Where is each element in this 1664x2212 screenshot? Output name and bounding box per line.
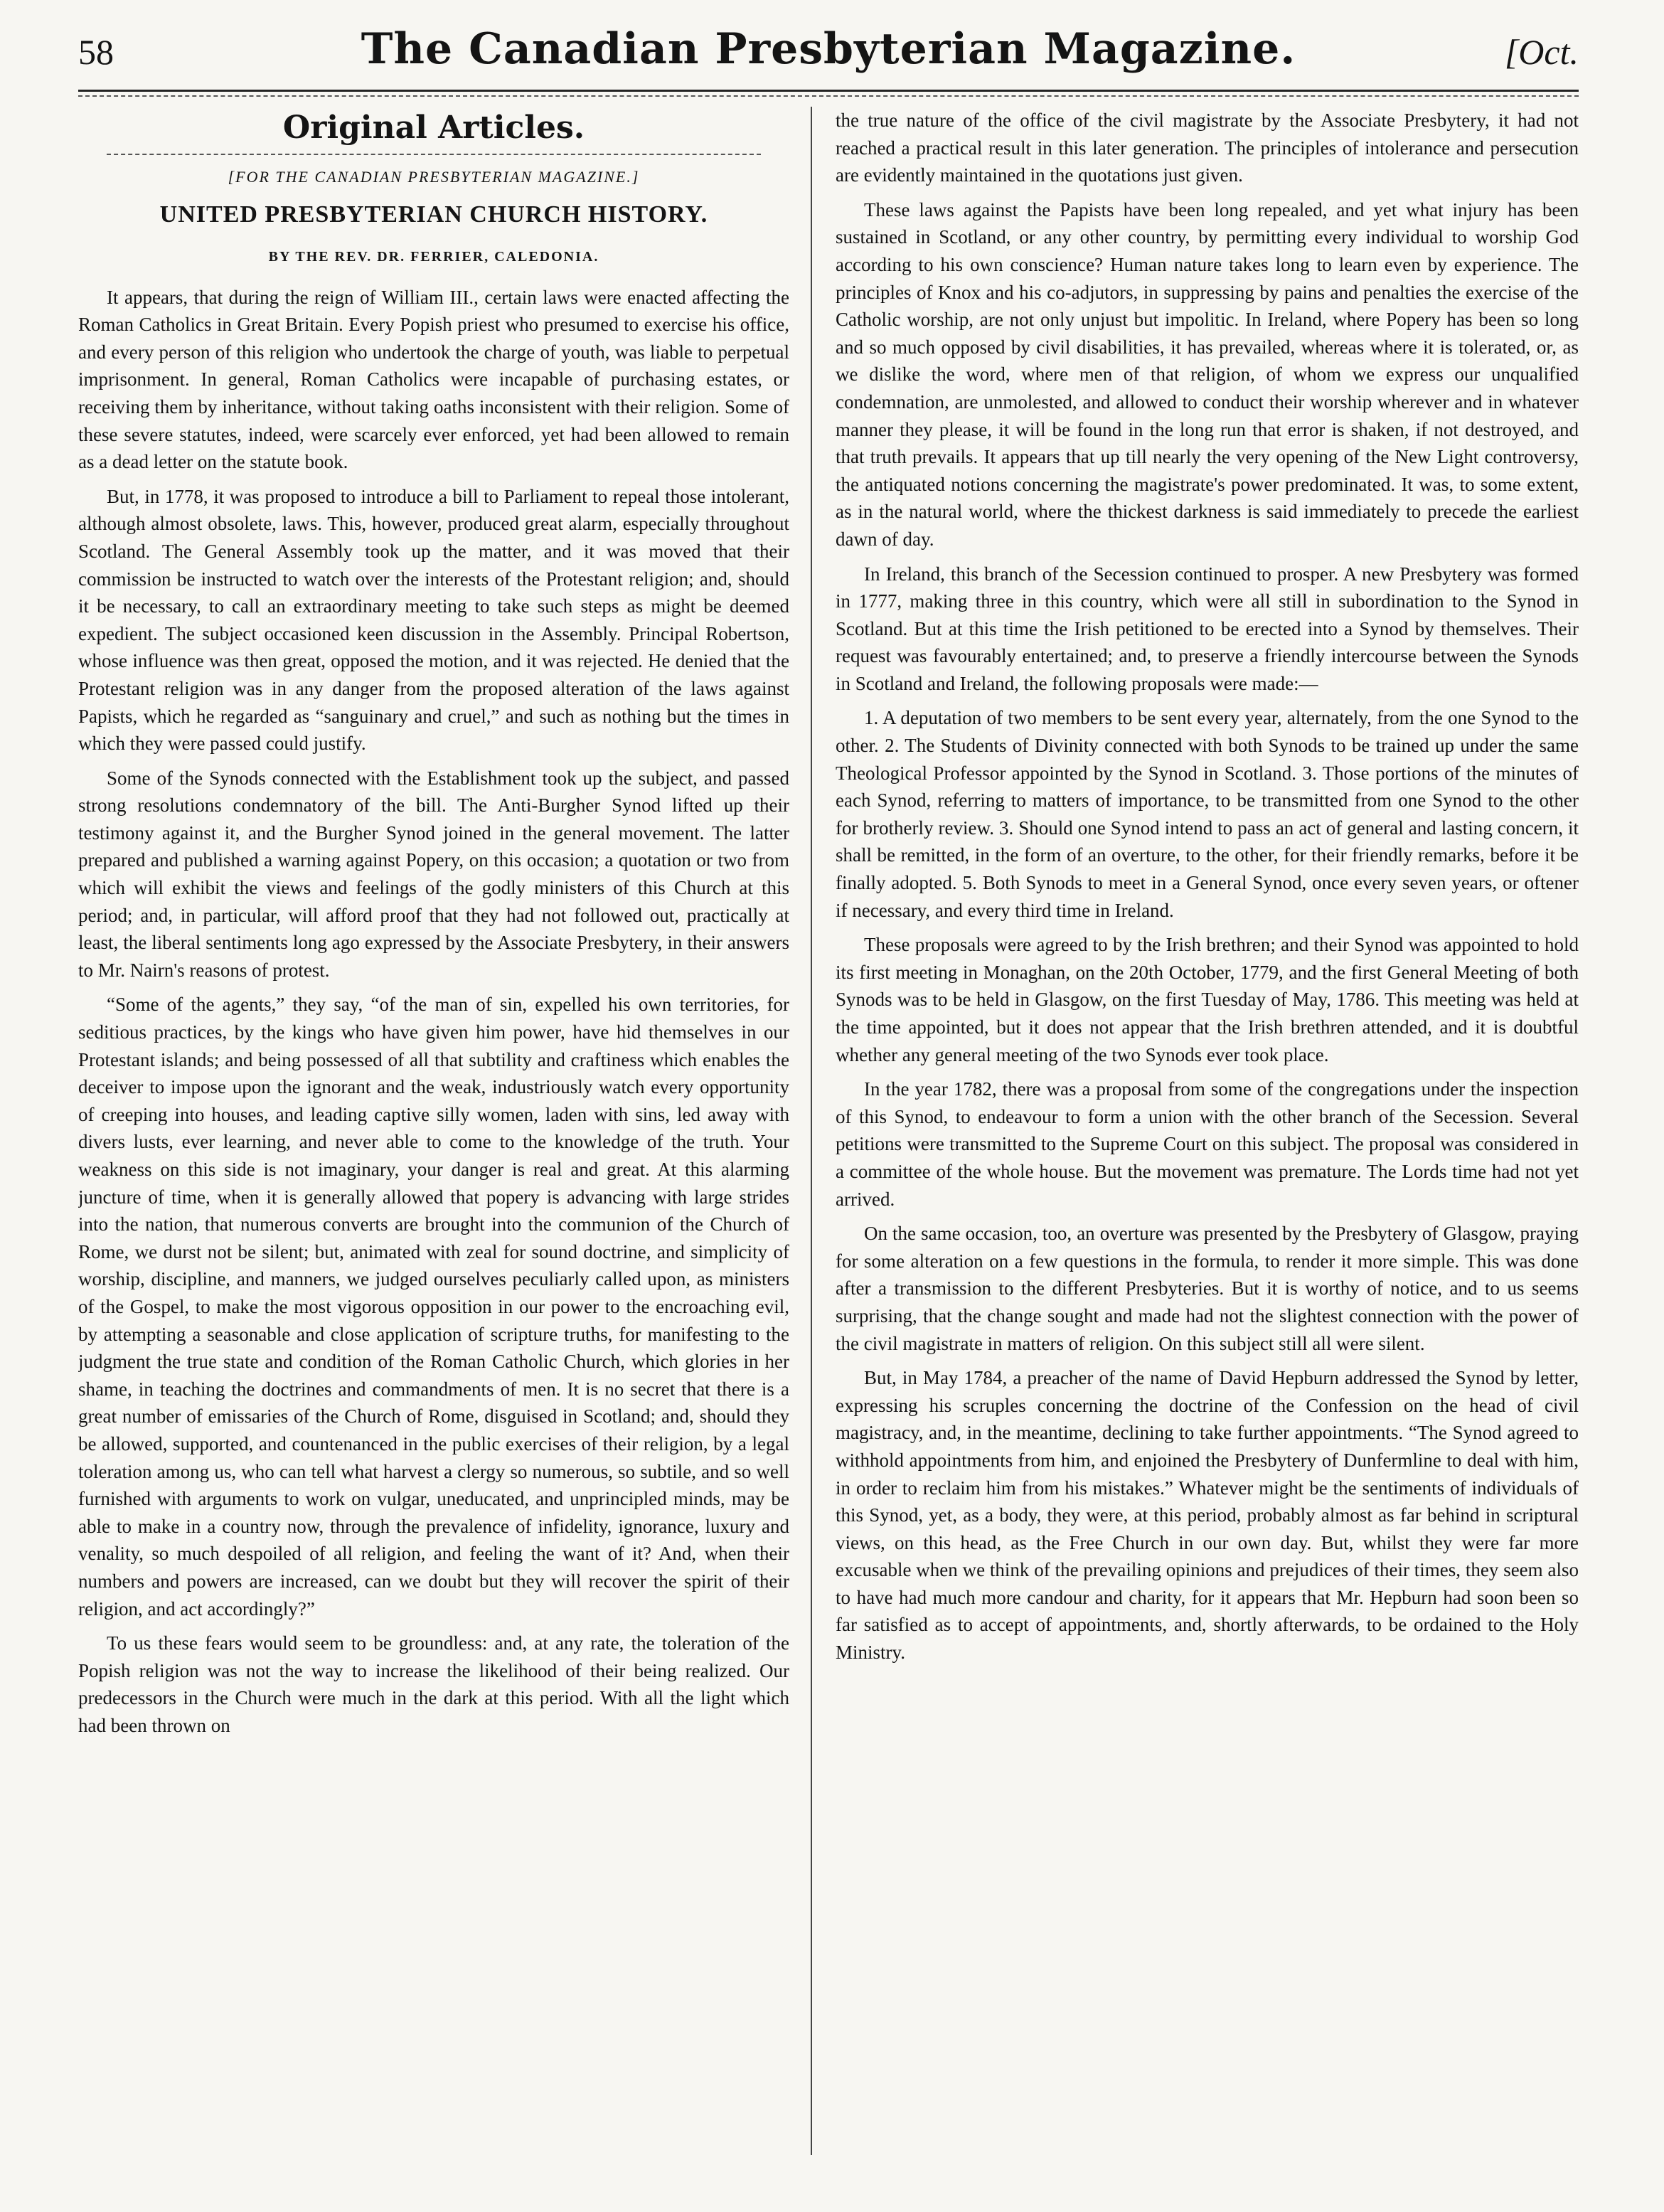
magazine-title: The Canadian Presbyterian Magazine.: [361, 24, 1296, 74]
paragraph: In Ireland, this branch of the Secession continued to prosper. A new Presbytery was formed in 1777, making three in this country, which were all still in subordination to the Synod in Scotland. But at this time the Irish petitioned to be erected into a Synod by themselves. Their request was favourably entertained; and, to preserve a friendly intercourse between the Synods in Scotland and Ireland, the following proposals were made:—: [836, 563, 1579, 694]
paragraph: These laws against the Papists have been long repealed, and yet what injury has been sustained in Scotland, or any other country, by permitting every individual to worship God according to his own conscience? Human nature takes long to learn even by experience. The principles of Knox and his co-adjutors, in suppressing by pains and penalties the exercise of the Catholic worship, are not only unjust but impolitic. In Ireland, where Popery has been so long and so much opposed by civil disabilities, it has prevailed, whereas where it is tolerated, or, as we dislike the word, where men of that religion, of whom we express our unqualified condemnation, are unmolested, and allowed to conduct their worship wherever and in whatever manner they please, it will be found in the long run that error is shaken, if not destroyed, and that truth prevails. It appears that up till nearly the very opening of the New Light controversy, the antiquated notions concerning the magistrate's power predominated. It was, to some extent, as in the natural world, where the thickest darkness is said immediately to precede the earliest dawn of day.: [836, 198, 1579, 550]
column-divider: [811, 107, 812, 2155]
paragraph: “Some of the agents,” they say, “of the man of sin, expelled his own territories, for seditious practices, by the kings who have given him power, have hid themselves in our Protestant islands; and being possessed of all that subtility and craftiness which enables the deceiver to impose upon the ignorant and the weak, industriously watch every opportunity of creeping into houses, and leading captive silly women, laden with sins, led away with divers lusts, ever learning, and never able to come to the knowledge of the truth. Your weakness on this side is not imaginary, your danger is real and great. At this alarming juncture of time, when it is generally allowed that popery is advancing with large strides into the nation, that numerous converts are brought into the communion of the Church of Rome, we durst not be silent; but, animated with zeal for sound doctrine, and simplicity of worship, discipline, and manners, we judged ourselves peculiarly called upon, as ministers of the Gospel, to make the most vigorous opposition in our power to the encroaching evil, by attempting a seasonable and close application of scripture truths, for manifesting to the judgment the true state and condition of the Roman Catholic Church, which glories in her shame, in teaching the doctrines and commandments of men. It is no secret that there is a great number of emissaries of the Church of Rome, disguised in Scotland; and, should they be allowed, supported, and countenanced in the public exercises of their religion, by a legal toleration among us, who can tell what harvest a clergy so numerous, so subtile, and so well furnished with arguments to work on vulgar, uneducated, and unprincipled minds, may be able to make in a country now, through the prevalence of infidelity, ignorance, luxury and venality, so much despoiled of all religion, and feeling the want of it? And, when their numbers and powers are increased, can we doubt but they will recover the spirit of their religion, and act accordingly?”: [78, 994, 789, 1620]
paragraph: But, in 1778, it was proposed to introduce a bill to Parliament to repeal those intolerant, although almost obsolete, laws. This, however, produced great alarm, especially throughout Scotland. The General Assembly took up the matter, and it was moved that their commission be instructed to watch over the interests of the Protestant religion; and, should it be necessary, to call an extraordinary meeting to take such steps as might be deemed expedient. The subject occasioned keen discussion in the Assembly. Principal Robertson, whose influence was then great, opposed the motion, and it was rejected. He denied that the Protestant religion was in any danger from the proposed alteration of the laws against Papists, which he regarded as “sanguinary and cruel,” and such as nothing but the times in which they were passed could justify.: [78, 485, 789, 755]
source-note: [FOR THE CANADIAN PRESBYTERIAN MAGAZINE.]: [228, 168, 640, 186]
paragraph: These proposals were agreed to by the Irish brethren; and their Synod was appointed to hold its first meeting in Monaghan, on the 20th October, 1779, and the first General Meeting of both Synods was to be held in Glasgow, on the first Tuesday of May, 1786. This meeting was held at the time appointed, but it does not appear that the Irish brethren attended, and it is doubtful whether any general meeting of the two Synods ever took place.: [836, 934, 1579, 1065]
paragraph: In the year 1782, there was a proposal from some of the congregations under the inspection of this Synod, to endeavour to form a union with the other branch of the Secession. Several petitions were transmitted to the Supreme Court on this subject. The proposal was considered in a committee of the whole house. But the movement was premature. The Lords time had not yet arrived.: [836, 1078, 1579, 1210]
paragraph: On the same occasion, too, an overture was presented by the Presbytery of Glasgow, praying for some alteration on a few questions in the formula, to render it more simple. This was done after a transmission to the different Presbyteries. But it is worthy of notice, and to us seems surprising, that the change sought and made had not the slightest connection with the power of the civil magistrate in matters of religion. On this subject still all were silent.: [836, 1223, 1579, 1354]
byline: BY THE REV. DR. FERRIER, CALEDONIA.: [268, 249, 599, 265]
running-head: [78, 21, 1579, 85]
right-column: [836, 107, 1579, 2169]
section-heading: Original Articles.: [282, 110, 585, 146]
paragraph: It appears, that during the reign of William III., certain laws were enacted affecting the Roman Catholics in Great Britain. Every Popish priest who presumed to exercise his office, and every person of this religion who undertook the charge of youth, was liable to perpetual imprisonment. In general, Roman Catholics were incapable of purchasing estates, or receiving them by inheritance, without taking oaths inconsistent with their religion. Some of these severe statutes, indeed, were scarcely ever enforced, yet had been allowed to remain as a dead letter on the statute book.: [78, 286, 789, 473]
paragraph: the true nature of the office of the civil magistrate by the Associate Presbytery, it had not reached a practical result in this later generation. The principles of intolerance and persecution are evidently maintained in the quotations just given.: [836, 110, 1579, 186]
section-rule: [107, 154, 761, 155]
issue-month: [Oct.: [1504, 32, 1579, 72]
article-title: UNITED PRESBYTERIAN CHURCH HISTORY.: [159, 201, 708, 228]
header-rule: [78, 90, 1579, 92]
paragraph: 1. A deputation of two members to be sent every year, alternately, from the one Synod to the other. 2. The Students of Divinity connected with both Synods to be trained up under the same Theological Professor appointed by the Synod in Scotland. 3. Those portions of the minutes of each Synod, referring to matters of importance, to be transmitted from one Synod to the other for brotherly review. 3. Should one Synod intend to pass an act of general and lasting concern, it shall be remitted, in the form of an overture, to the other, for their friendly remarks, before it be finally adopted. 5. Both Synods to meet in a General Synod, once every seven years, or oftener if necessary, and every third time in Ireland.: [836, 707, 1579, 921]
left-column: [78, 107, 789, 2169]
paragraph: Some of the Synods connected with the Establishment took up the subject, and passed strong resolutions condemnatory of the bill. The Anti-Burgher Synod lifted up their testimony against it, and the Burgher Synod joined in the general movement. The latter prepared and published a warning against Popery, on this occasion; a quotation or two from which will exhibit the views and feelings of the godly ministers of this Church at this period; and, in particular, will afford proof that they had not followed out, practically at least, the liberal sentiments long ago expressed by the Associate Presbytery, in their answers to Mr. Nairn's reasons of protest.: [78, 767, 789, 981]
header-rule-dashed: [78, 95, 1579, 97]
paragraph: To us these fears would seem to be groundless: and, at any rate, the toleration of the Popish religion was not the way to increase the likelihood of their being realized. Our predecessors in the Church were much in the dark at this period. With all the light which had been thrown on: [78, 1632, 789, 1736]
page-number: 58: [78, 32, 114, 72]
page: [78, 21, 1579, 2191]
paragraph: But, in May 1784, a preacher of the name of David Hepburn addressed the Synod by letter, expressing his scruples concerning the doctrine of the Confession on the head of civil magistracy, and, in the meantime, declining to take further appointments. “The Synod agreed to withhold appointments from him, and enjoined the Presbytery of Dunfermline to deal with him, in order to reclaim him from his mistakes.” Whatever might be the sentiments of individuals of this Synod, yet, as a body, they were, at this period, probably almost as far behind in scriptural views, on this head, as the Free Church in our own day. But, whilst they were far more excusable when we think of the prevailing opinions and prejudices of their times, they seem also to have had much more candour and charity, for it appears that Mr. Hepburn had soon been so far satisfied as to accept of appointments, and, shortly afterwards, to be ordained to the Holy Ministry.: [836, 1367, 1579, 1664]
